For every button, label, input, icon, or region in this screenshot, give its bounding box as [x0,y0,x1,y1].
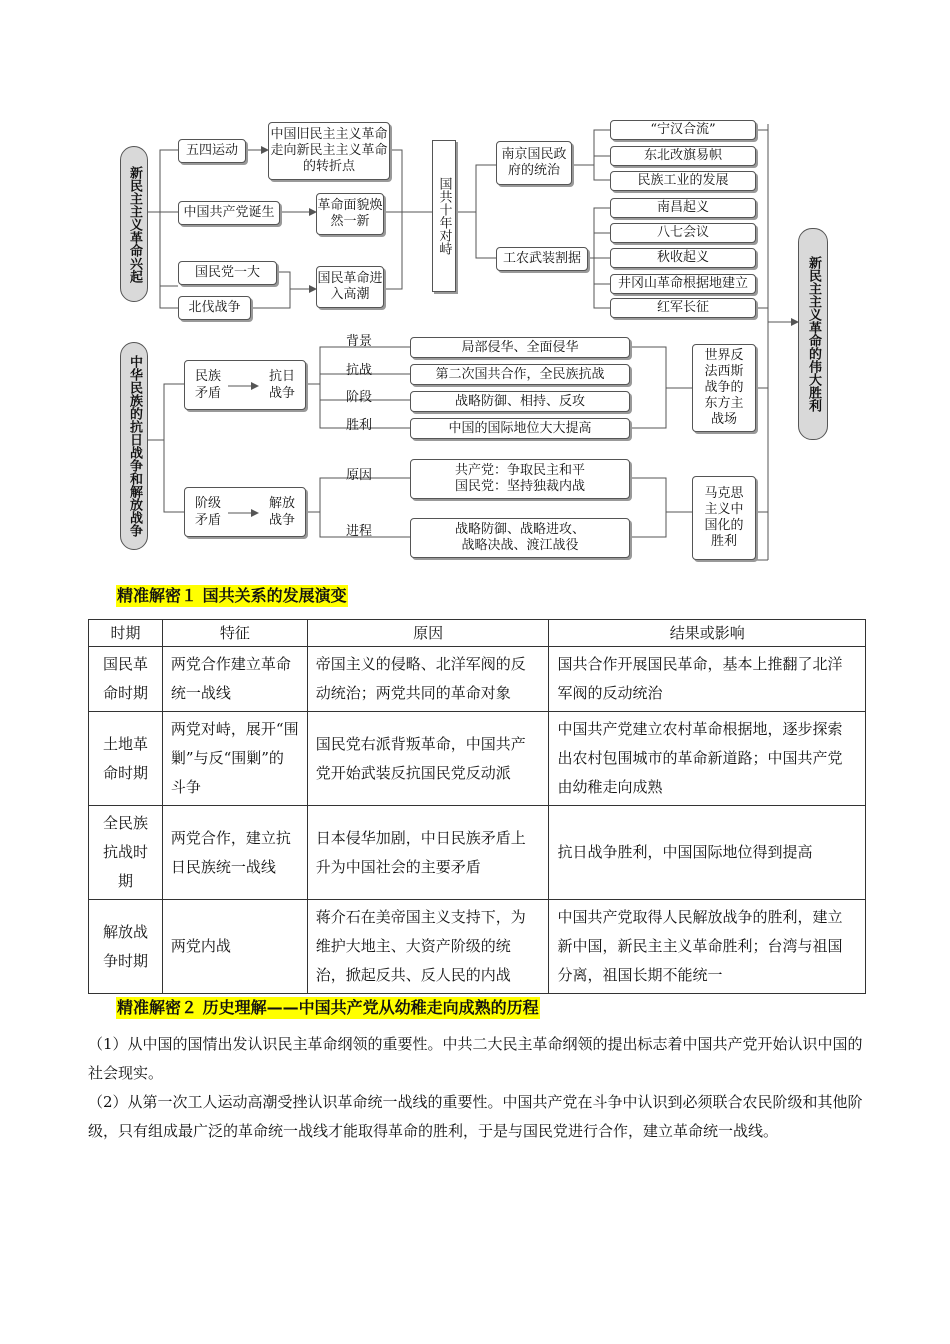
box-revolution-high: 国民革命进入高潮 [316,266,384,308]
box-class-conflict: 阶级矛盾 解放战争 [184,487,306,537]
cell-period: 解放战争时期 [89,900,163,994]
box-liberation-cause: 共产党：争取民主和平 国民党：坚持独裁内战 [410,459,630,499]
label-background: 背景 [346,334,373,349]
table-row [89,900,866,994]
item-autumn-harvest: 秋收起义 [610,248,756,268]
item-international-status: 中国的国际地位大大提高 [410,418,630,439]
header-result: 结果或影响 [549,620,866,647]
box-marxism: 马克思主义中国化的胜利 [692,476,756,560]
item-northeast-flag: 东北改旗易帜 [610,146,756,166]
item-invasion: 局部侵华、全面侵华 [410,337,630,358]
cell-feature: 两党对峙，展开“围剿”与反“围剿”的斗争 [162,712,307,806]
cell-cause: 日本侵华加剧，中日民族矛盾上升为中国社会的主要矛盾 [307,806,549,900]
table-row [89,712,866,806]
box-ten-years: 国共十年对峙 [432,140,456,292]
header-period: 时期 [89,620,163,647]
left-title-wars: 中华民族的抗日战争和解放战争 [120,342,148,550]
kmt-ccp-relations-table [88,619,866,994]
cell-period: 全民族抗战时期 [89,806,163,900]
header-feature: 特征 [162,620,307,647]
left-title-revolution-rise: 新民主主义革命兴起 [120,146,148,302]
cell-cause: 帝国主义的侵略、北洋军阀的反动统治；两党共同的革命对象 [307,647,549,712]
cell-period: 国民革命时期 [89,647,163,712]
label-victory: 胜利 [346,418,373,433]
table-row [89,647,866,712]
cell-result: 中国共产党建立农村革命根据地，逐步探索出农村包围城市的革命新道路；中国共产党由幼稚走向成熟 [549,712,866,806]
section1-title: 精准解密１ 国共关系的发展演变 [117,586,347,605]
box-may-fourth-result: 中国旧民主主义革命走向新民主主义革命的转折点 [268,122,390,180]
section2-title: 精准解密２ 历史理解——中国共产党从幼稚走向成熟的历程 [117,998,539,1017]
paragraph-1: （1）从中国的国情出发认识民主革命纲领的重要性。中共二大民主革命纲领的提出标志着中国共产党开始认识中国的社会现实。 [88,1035,863,1082]
box-northern-expedition: 北伐战争 [178,296,251,320]
cell-feature: 两党内战 [162,900,307,994]
item-ninghan: “宁汉合流” [610,120,756,140]
cell-period: 土地革命时期 [89,712,163,806]
cell-feature: 两党合作，建立抗日民族统一战线 [162,806,307,900]
label-cause: 原因 [346,468,373,483]
label-process: 进程 [346,524,373,539]
table-row [89,806,866,900]
box-ccp-result: 革命面貌焕然一新 [316,193,384,235]
cell-cause: 蒋介石在美帝国主义支持下，为维护大地主、大资产阶级的统治，掀起反共、反人民的内战 [307,900,549,994]
item-nanchang: 南昌起义 [610,198,756,218]
cell-cause: 国民党右派背叛革命，中国共产党开始武装反抗国民党反动派 [307,712,549,806]
label-resistance: 抗战 [346,363,373,378]
item-stages: 战略防御、相持、反攻 [410,391,630,412]
cell-result: 国共合作开展国民革命，基本上推翻了北洋军阀的反动统治 [549,647,866,712]
item-national-industry: 民族工业的发展 [610,171,756,191]
box-national-conflict: 民族矛盾 抗日战争 [184,360,306,410]
right-title-victory: 新民主主义革命的伟大胜利 [798,228,828,440]
item-second-cooperation: 第二次国共合作，全民族抗战 [410,364,630,385]
cell-result: 中国共产党取得人民解放战争的胜利，建立新中国，新民主主义革命胜利；台湾与祖国分离，祖国长期不能统一 [549,900,866,994]
item-jinggangshan: 井冈山革命根据地建立 [610,274,756,294]
box-liberation-process: 战略防御、战略进攻、 战略决战、渡江战役 [410,518,630,558]
item-august7: 八七会议 [610,223,756,243]
box-kmt-congress: 国民党一大 [178,261,277,285]
box-ccp-birth: 中国共产党诞生 [178,201,280,225]
history-concept-diagram [0,0,950,570]
item-long-march: 红军长征 [610,298,756,318]
label-stage: 阶段 [346,390,373,405]
table-header-row [89,620,866,647]
box-nanjing-gov: 南京国民政府的统治 [496,141,572,185]
box-may-fourth: 五四运动 [178,139,246,163]
box-eastern-front: 世界反法西斯战争的东方主战场 [692,344,756,432]
paragraph-2: （2）从第一次工人运动高潮受挫认识革命统一战线的重要性。中国共产党在斗争中认识到必须联合农民阶级和其他阶级，只有组成最广泛的革命统一战线才能取得革命的胜利，于是与国民党进行合作，建立革命统一战线。 [88,1093,863,1140]
header-cause: 原因 [307,620,549,647]
cell-feature: 两党合作建立革命统一战线 [162,647,307,712]
box-worker-peasant: 工农武装割据 [496,247,588,271]
cell-result: 抗日战争胜利，中国国际地位得到提高 [549,806,866,900]
